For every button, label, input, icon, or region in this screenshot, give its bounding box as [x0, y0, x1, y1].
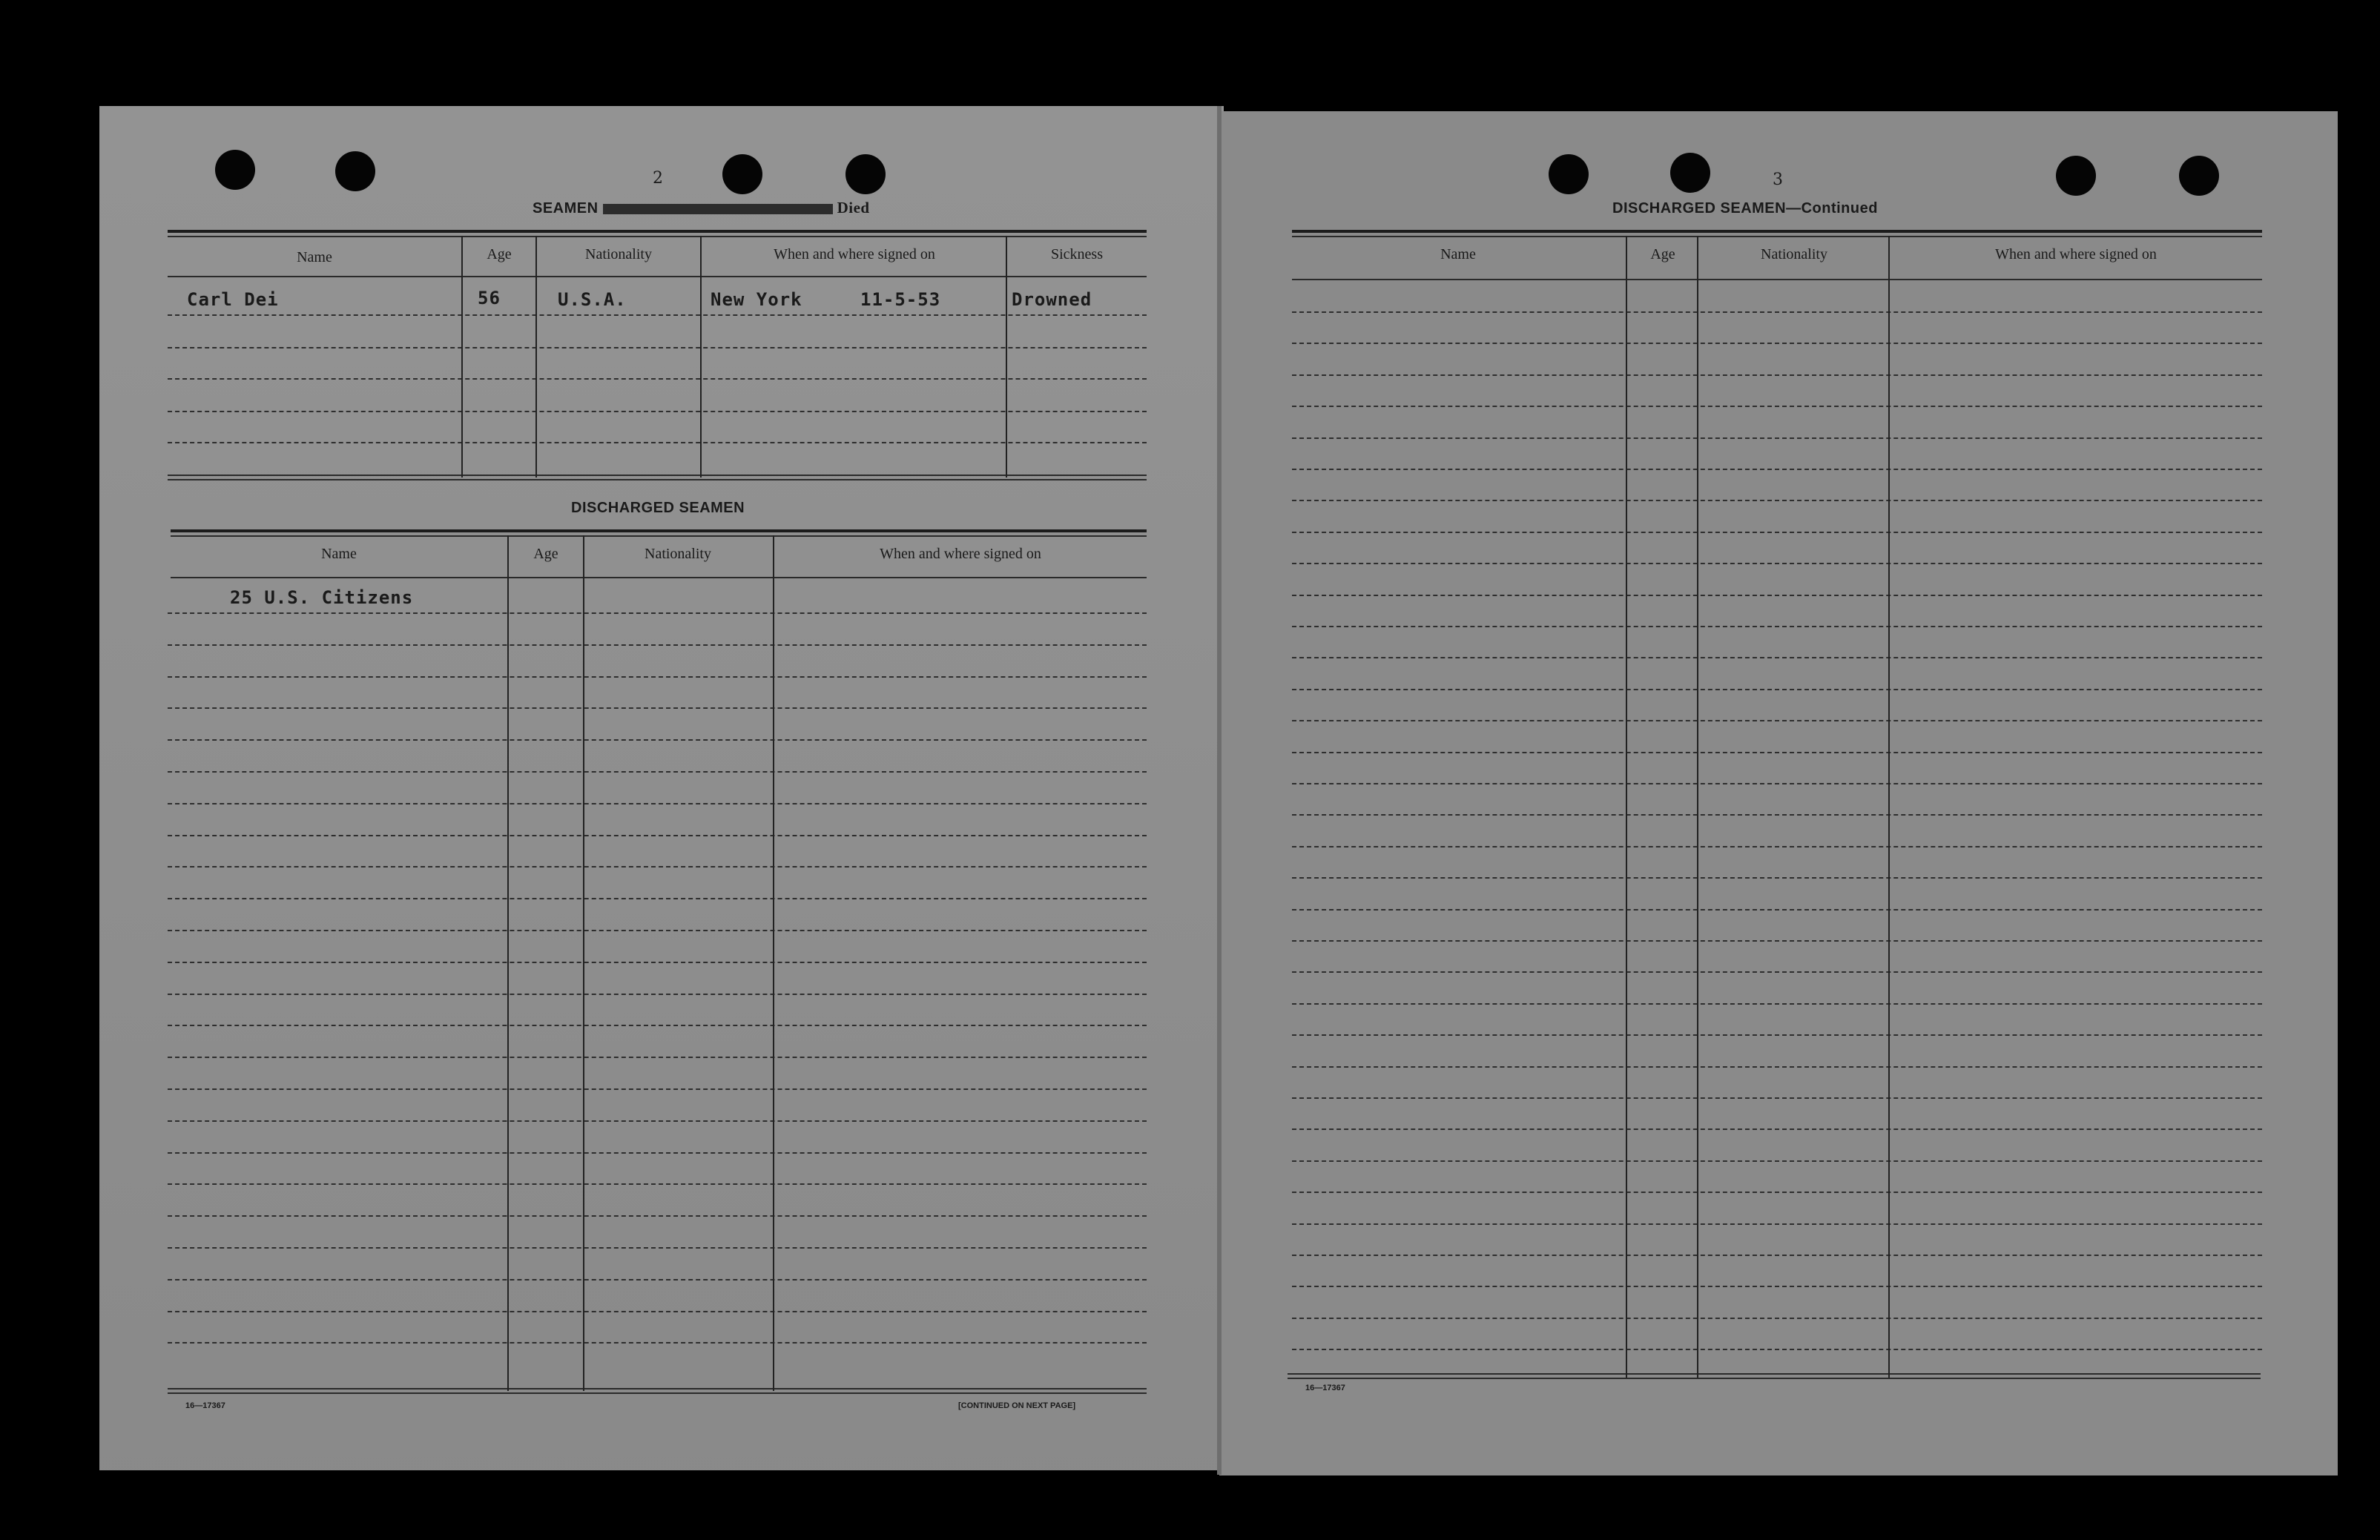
column-divider: [1006, 236, 1007, 477]
punch-hole: [845, 154, 886, 194]
row-rule: [168, 994, 1147, 995]
column-divider: [1697, 236, 1698, 1378]
column-header-age: Age: [533, 546, 558, 562]
row-rule: [168, 411, 1147, 412]
died-nationality: U.S.A.: [558, 289, 627, 310]
row-rule: [1292, 595, 2262, 596]
row-rule: [1292, 1286, 2262, 1287]
column-header-age: Age: [1650, 246, 1675, 262]
column-header-name: Name: [321, 546, 357, 562]
row-rule: [168, 644, 1147, 646]
column-divider: [461, 236, 463, 477]
died-sickness: Drowned: [1012, 289, 1092, 310]
page-number: 3: [1773, 171, 1783, 189]
row-rule: [168, 676, 1147, 678]
row-rule: [168, 347, 1147, 348]
row-rule: [1292, 814, 2262, 816]
punch-hole: [1549, 154, 1589, 194]
row-rule: [1292, 940, 2262, 942]
row-rule: [168, 314, 1147, 316]
table-top-rule: [168, 230, 1147, 233]
column-header-nationality: Nationality: [645, 546, 711, 562]
punch-hole: [722, 154, 762, 194]
column-header-name: Name: [297, 249, 332, 265]
struck-through-text: [603, 204, 833, 214]
table-bottom-rule: [1288, 1373, 2261, 1375]
row-rule: [1292, 1066, 2262, 1068]
row-rule: [1292, 1160, 2262, 1162]
row-rule: [168, 1279, 1147, 1280]
table-top-rule: [168, 236, 1147, 237]
column-divider: [773, 535, 774, 1391]
table-bottom-rule: [1288, 1378, 2261, 1379]
row-rule: [1292, 343, 2262, 344]
row-rule: [1292, 1003, 2262, 1005]
row-rule: [1292, 846, 2262, 847]
row-rule: [168, 803, 1147, 804]
row-rule: [1292, 1097, 2262, 1099]
column-divider: [1626, 236, 1627, 1378]
column-divider: [700, 236, 702, 477]
table-bottom-rule: [168, 479, 1147, 480]
column-header-name: Name: [1440, 246, 1476, 262]
column-divider: [535, 236, 537, 477]
discharged-entry: 25 U.S. Citizens: [230, 587, 414, 608]
left-page: [99, 106, 1224, 1470]
continued-note: [CONTINUED ON NEXT PAGE]: [958, 1401, 1076, 1410]
row-rule: [1292, 971, 2262, 973]
header-rule: [1292, 279, 2262, 280]
column-header-nationality: Nationality: [585, 246, 652, 262]
punch-hole: [215, 150, 255, 190]
died-name: Carl Dei: [187, 289, 279, 310]
column-header-signed-on: When and where signed on: [774, 246, 935, 262]
row-rule: [1292, 1128, 2262, 1130]
table-top-rule: [1292, 236, 2262, 237]
row-rule: [1292, 1192, 2262, 1193]
column-header-signed-on: When and where signed on: [880, 546, 1041, 562]
row-rule: [168, 1311, 1147, 1312]
died-age: 56: [478, 288, 501, 308]
row-rule: [168, 835, 1147, 836]
row-rule: [1292, 657, 2262, 658]
row-rule: [168, 1342, 1147, 1344]
row-rule: [1292, 689, 2262, 690]
row-rule: [168, 739, 1147, 741]
discharged-section-title: DISCHARGED SEAMEN: [571, 500, 745, 516]
row-rule: [168, 1152, 1147, 1154]
column-divider: [583, 535, 584, 1391]
row-rule: [1292, 311, 2262, 313]
row-rule: [168, 1057, 1147, 1058]
row-rule: [168, 771, 1147, 773]
header-rule: [171, 577, 1147, 578]
column-divider: [507, 535, 509, 1391]
died-section-title: [533, 199, 870, 217]
table-top-rule: [171, 529, 1147, 532]
row-rule: [168, 1247, 1147, 1249]
row-rule: [1292, 720, 2262, 721]
row-rule: [1292, 877, 2262, 879]
title-prefix: SEAMEN: [533, 200, 599, 217]
table-top-rule: [1292, 230, 2262, 233]
row-rule: [1292, 626, 2262, 627]
column-header-signed-on: When and where signed on: [1995, 246, 2157, 262]
column-header-sickness: Sickness: [1051, 246, 1103, 262]
table-bottom-rule: [168, 1388, 1147, 1389]
row-rule: [1292, 374, 2262, 376]
row-rule: [168, 442, 1147, 443]
row-rule: [1292, 1223, 2262, 1225]
row-rule: [168, 1120, 1147, 1122]
table-bottom-rule: [168, 475, 1147, 476]
punch-hole: [335, 151, 375, 191]
row-rule: [1292, 500, 2262, 501]
row-rule: [168, 930, 1147, 931]
row-rule: [168, 962, 1147, 963]
header-rule: [168, 276, 1147, 277]
table-bottom-rule: [168, 1392, 1147, 1394]
row-rule: [1292, 406, 2262, 407]
row-rule: [1292, 1034, 2262, 1036]
row-rule: [1292, 563, 2262, 564]
row-rule: [168, 707, 1147, 709]
row-rule: [168, 1025, 1147, 1026]
punch-hole: [2056, 156, 2096, 196]
column-header-age: Age: [487, 246, 512, 262]
row-rule: [168, 612, 1147, 614]
died-signed-on-place: New York: [711, 289, 802, 310]
right-page: [1219, 111, 2338, 1475]
title-suffix: Died: [837, 199, 870, 217]
discharged-continued-title: DISCHARGED SEAMEN—Continued: [1612, 200, 1878, 217]
row-rule: [168, 866, 1147, 868]
row-rule: [1292, 437, 2262, 439]
row-rule: [1292, 1318, 2262, 1319]
died-signed-on-date: 11-5-53: [860, 289, 941, 310]
punch-hole: [2179, 156, 2219, 196]
row-rule: [1292, 909, 2262, 911]
row-rule: [168, 1183, 1147, 1185]
table-top-rule: [171, 535, 1147, 537]
form-number: 16—17367: [1305, 1384, 1345, 1392]
row-rule: [1292, 752, 2262, 753]
punch-hole: [1670, 153, 1710, 193]
row-rule: [1292, 469, 2262, 470]
column-header-nationality: Nationality: [1761, 246, 1827, 262]
row-rule: [168, 1088, 1147, 1090]
row-rule: [1292, 532, 2262, 533]
row-rule: [168, 378, 1147, 380]
row-rule: [1292, 1349, 2262, 1350]
row-rule: [1292, 783, 2262, 784]
row-rule: [1292, 1255, 2262, 1256]
column-divider: [1888, 236, 1890, 1378]
page-fold: [1217, 106, 1222, 1475]
row-rule: [168, 898, 1147, 899]
row-rule: [168, 1215, 1147, 1217]
form-number: 16—17367: [185, 1401, 225, 1410]
page-number: 2: [653, 169, 663, 188]
